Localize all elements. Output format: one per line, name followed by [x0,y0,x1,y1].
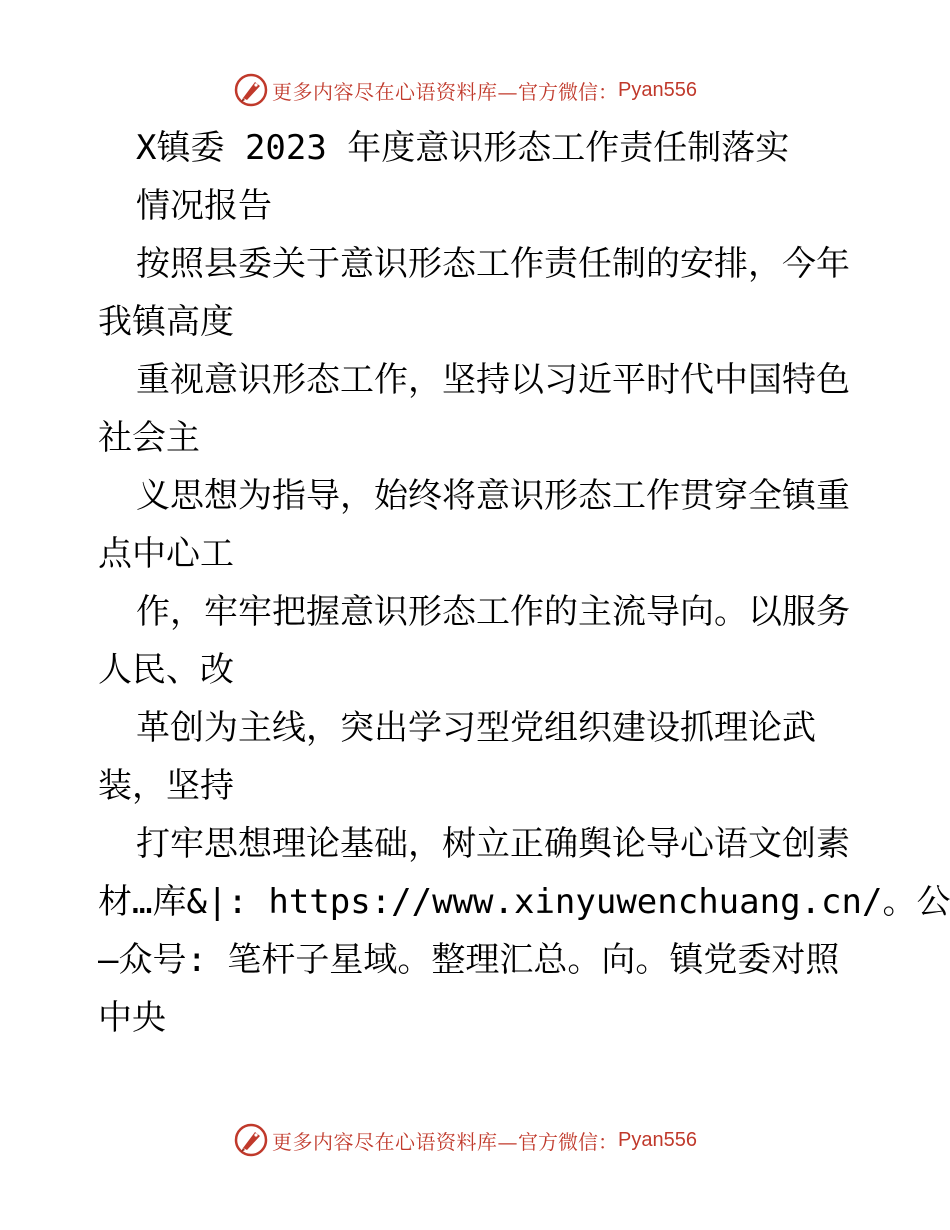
paragraph-line: 我镇高度 [98,302,234,342]
paragraph-line-url: 材…库&|: https://www.xinyuwenchuang.cn/。公 [98,882,950,922]
paragraph-line: 人民、改 [98,650,234,690]
footer-wechat-label: 官方微信： [518,1129,618,1154]
footer-banner-text: 更多内容尽在心语资料库— [272,1129,518,1154]
header-wechat-id: Pyan556 [618,78,697,101]
paragraph-line: 社会主 [98,418,200,458]
footer-wechat-id: Pyan556 [618,1128,697,1151]
paragraph-line: 中央 [98,998,166,1038]
header-wechat-label: 官方微信： [518,79,618,104]
paragraph-line: 重视意识形态工作，坚持以习近平时代中国特色 [136,360,850,400]
paragraph-line: 按照县委关于意识形态工作责任制的安排，今年 [136,244,850,284]
document-title-line-2: 情况报告 [136,186,272,226]
paragraph-line: 点中心工 [98,534,234,574]
paragraph-line: 打牢思想理论基础，树立正确舆论导心语文创素 [136,824,850,864]
header-banner-text: 更多内容尽在心语资料库— [272,79,518,104]
pen-nib-logo-icon [234,73,268,107]
paragraph-line: —众号: 笔杆子星域。整理汇总。向。镇党委对照 [98,940,840,980]
pen-nib-logo-icon [234,1123,268,1157]
footer-banner [234,1122,697,1158]
document-title-line-1: X镇委 2023 年度意识形态工作责任制落实 [136,128,790,168]
paragraph-line: 装，坚持 [98,766,234,806]
paragraph-line: 作，牢牢把握意识形态工作的主流导向。以服务 [136,592,850,632]
paragraph-line: 义思想为指导，始终将意识形态工作贯穿全镇重 [136,476,850,516]
header-banner [234,72,697,108]
paragraph-line: 革创为主线，突出学习型党组织建设抓理论武 [136,708,816,748]
